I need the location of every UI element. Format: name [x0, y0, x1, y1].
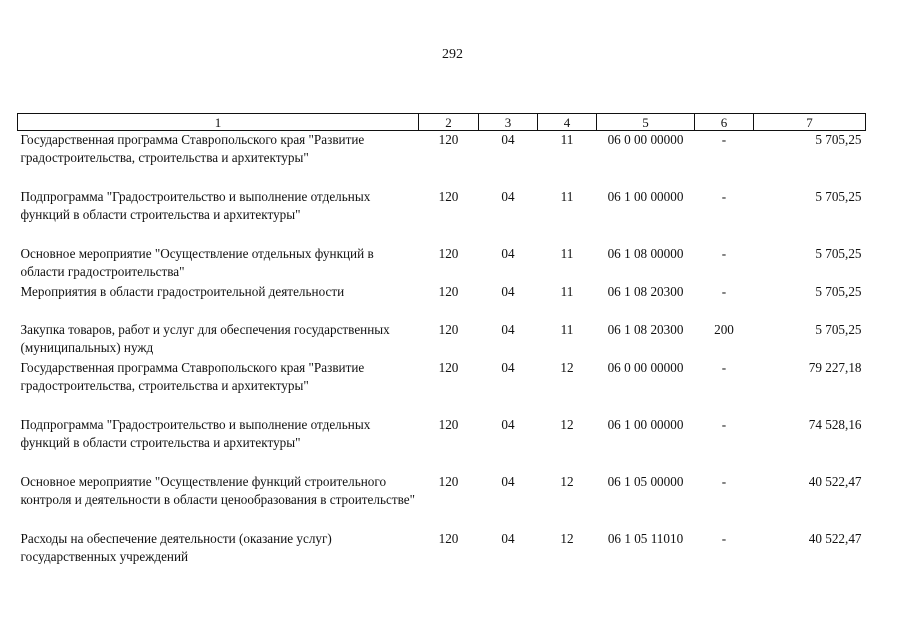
row-col-3: 04	[501, 321, 515, 337]
row-name: Государственная программа Ставропольского края "Развитие градостроительства, строительства и архитектуры"	[20, 359, 365, 393]
header-col-2: 2	[419, 114, 479, 131]
row-name: Подпрограмма "Градостроительство и выполнение отдельных функций в области строительства и архитектуры"	[20, 416, 371, 450]
row-col-7: 5 705,25	[815, 283, 862, 299]
row-col-3: 04	[501, 245, 515, 261]
row-col-7: 5 705,25	[815, 245, 862, 261]
row-col-2: 120	[438, 473, 459, 489]
row-name: Основное мероприятие "Осуществление отдельных функций в области градостроительства"	[20, 245, 374, 279]
row-name: Расходы на обеспечение деятельности (оказание услуг) государственных учреждений	[20, 530, 332, 564]
row-col-7: 79 227,18	[808, 359, 862, 375]
row-col-4: 11	[560, 245, 574, 261]
row-col-7: 5 705,25	[815, 132, 862, 147]
row-name: Закупка товаров, работ и услуг для обеспечения государственных (муниципальных) нужд	[20, 321, 390, 355]
row-col-4: 11	[560, 132, 574, 147]
header-col-4: 4	[538, 114, 597, 131]
row-col-2: 120	[438, 321, 459, 337]
row-name: Мероприятия в области градостроительной деятельности	[20, 283, 345, 299]
row-col-2: 120	[438, 132, 459, 147]
row-col-6: -	[721, 473, 727, 489]
page-number: 292	[442, 47, 463, 62]
row-col-2: 120	[438, 245, 459, 261]
row-col-3: 04	[501, 473, 515, 489]
table-row	[18, 283, 866, 321]
row-name: Основное мероприятие "Осуществление функций строительного контроля и деятельности в области ценообразования в строительстве"	[20, 473, 415, 507]
row-col-7: 40 522,47	[808, 530, 862, 546]
row-col-3: 04	[501, 283, 515, 299]
row-col-3: 04	[501, 416, 515, 432]
table-row	[18, 131, 866, 188]
row-col-6: -	[721, 188, 727, 204]
row-col-5: 06 1 05 00000	[607, 473, 684, 489]
row-col-5: 06 0 00 00000	[607, 132, 684, 147]
table-row	[18, 188, 866, 245]
row-col-6: 200	[714, 321, 734, 337]
row-col-4: 11	[560, 188, 574, 204]
row-col-7: 74 528,16	[808, 416, 862, 432]
row-col-3: 04	[501, 359, 515, 375]
row-col-2: 120	[438, 416, 459, 432]
header-col-5: 5	[597, 114, 695, 131]
row-col-3: 04	[501, 530, 515, 546]
row-col-4: 12	[560, 416, 574, 432]
budget-table	[17, 113, 866, 568]
row-col-7: 5 705,25	[815, 188, 862, 204]
table-row	[18, 473, 866, 530]
row-col-7: 40 522,47	[808, 473, 862, 489]
row-col-4: 11	[560, 283, 574, 299]
row-col-7: 5 705,25	[815, 321, 862, 337]
row-col-6: -	[721, 530, 727, 546]
row-col-2: 120	[438, 283, 459, 299]
row-col-2: 120	[438, 359, 459, 375]
header-col-1: 1	[18, 114, 419, 131]
table-row	[18, 245, 866, 283]
row-col-5: 06 1 00 00000	[607, 416, 684, 432]
row-col-4: 12	[560, 473, 574, 489]
row-col-2: 120	[438, 188, 459, 204]
row-col-4: 12	[560, 359, 574, 375]
row-col-3: 04	[501, 132, 515, 147]
row-col-5: 06 1 05 11010	[607, 530, 684, 546]
row-col-5: 06 1 08 20300	[607, 283, 684, 299]
header-col-6: 6	[695, 114, 754, 131]
header-row	[18, 114, 866, 131]
row-col-6: -	[721, 245, 727, 261]
row-col-6: -	[721, 132, 727, 147]
row-col-5: 06 1 00 00000	[607, 188, 684, 204]
row-col-4: 12	[560, 530, 574, 546]
header-col-3: 3	[479, 114, 538, 131]
row-name: Подпрограмма "Градостроительство и выполнение отдельных функций в области строительства и архитектуры"	[20, 188, 371, 222]
table-row	[18, 321, 866, 359]
row-col-6: -	[721, 359, 727, 375]
table-row	[18, 530, 866, 568]
row-col-5: 06 1 08 00000	[607, 245, 684, 261]
row-col-4: 11	[560, 321, 574, 337]
row-col-2: 120	[438, 530, 459, 546]
header-col-7: 7	[754, 114, 866, 131]
row-col-6: -	[721, 283, 727, 299]
row-col-5: 06 0 00 00000	[607, 359, 684, 375]
row-col-3: 04	[501, 188, 515, 204]
table-row	[18, 416, 866, 473]
row-col-6: -	[721, 416, 727, 432]
row-name: Государственная программа Ставропольского края "Развитие градостроительства, строительства и архитектуры"	[20, 132, 365, 165]
table-row	[18, 359, 866, 416]
row-col-5: 06 1 08 20300	[607, 321, 684, 337]
